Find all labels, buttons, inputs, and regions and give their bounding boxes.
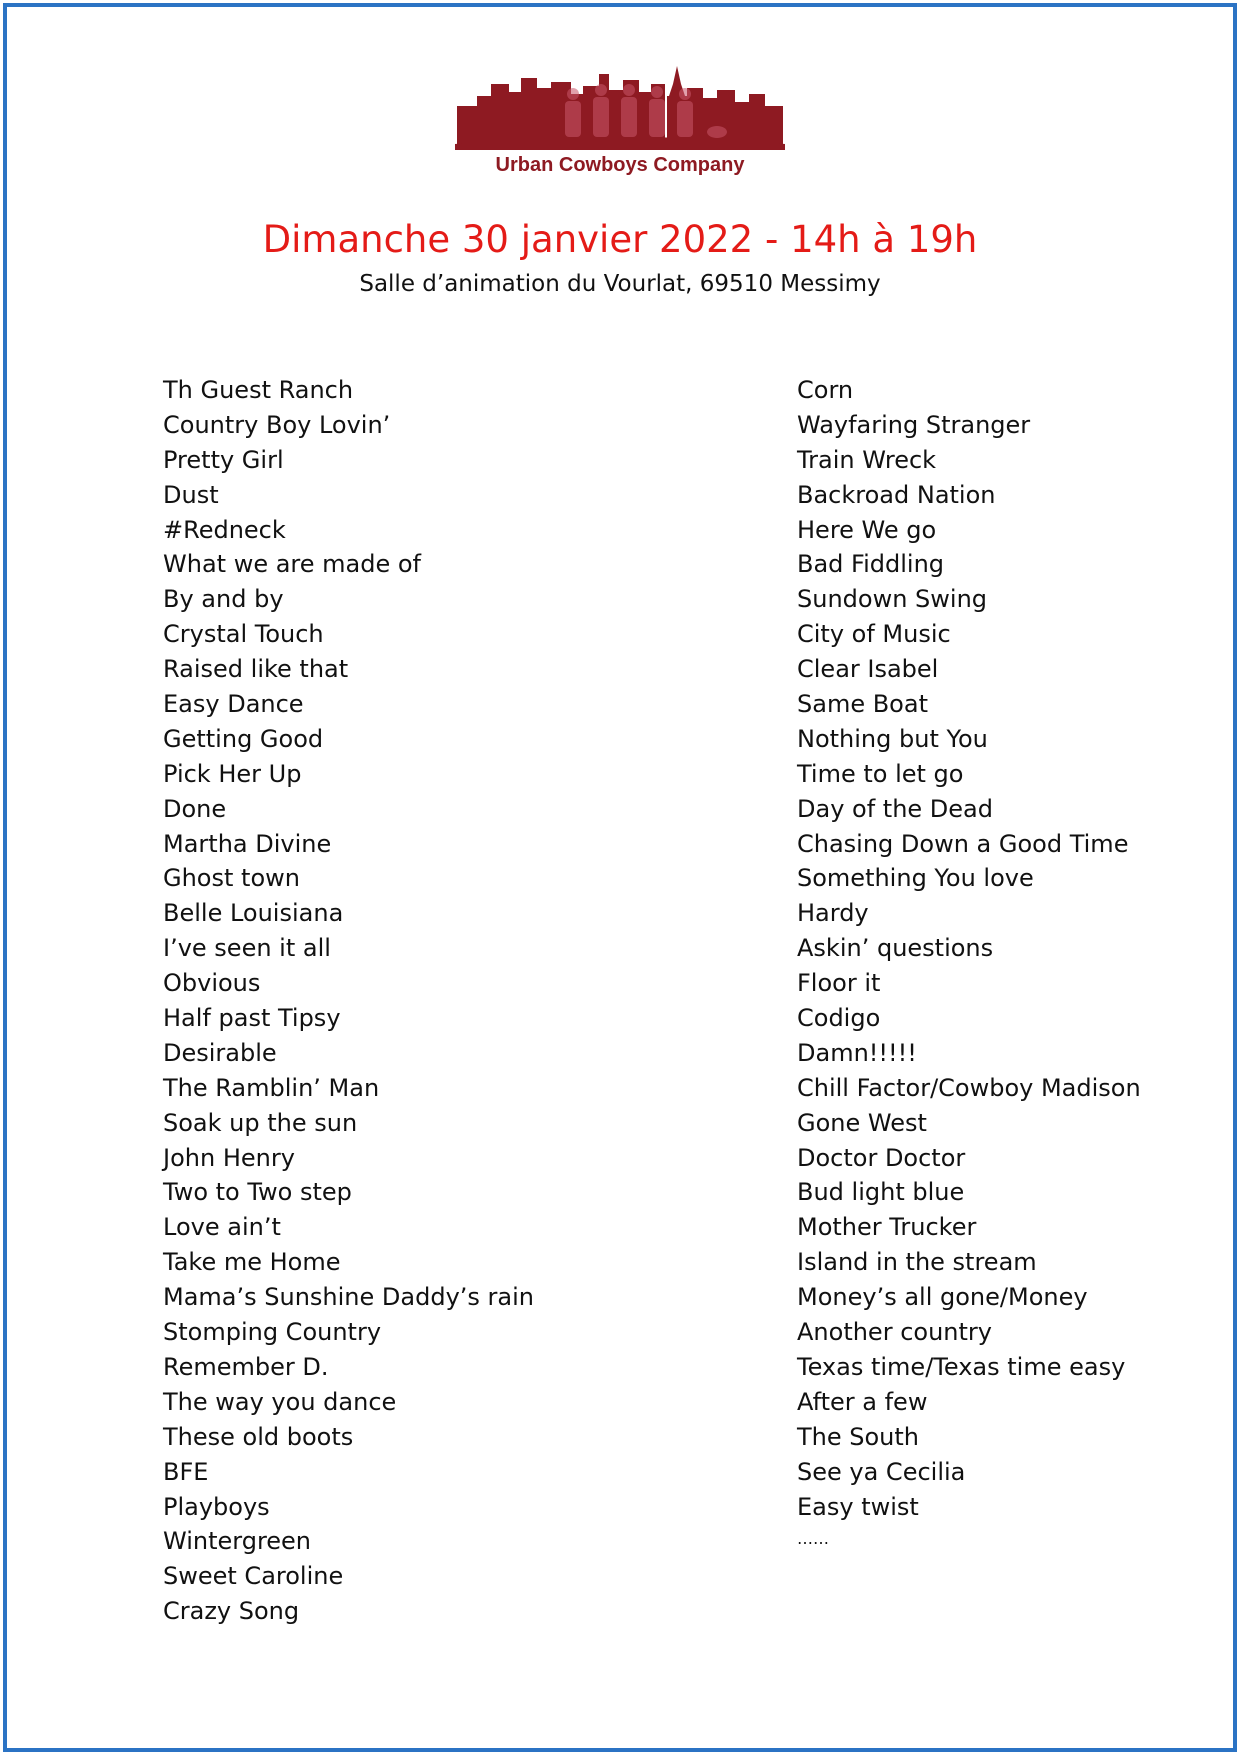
list-item: Wintergreen bbox=[163, 1527, 312, 1556]
list-item: Floor it bbox=[797, 969, 881, 998]
list-item: Sundown Swing bbox=[797, 585, 988, 614]
list-item: John Henry bbox=[163, 1143, 295, 1172]
list-item: Ghost town bbox=[163, 864, 300, 893]
list-item: Corn bbox=[797, 376, 854, 404]
list-item: Gone West bbox=[797, 1108, 927, 1137]
list-item: Remember D. bbox=[163, 1352, 329, 1381]
list-item: Chill Factor/Cowboy Madison bbox=[797, 1073, 1141, 1102]
skyline-cowboys-icon bbox=[455, 66, 785, 156]
list-item: Pretty Girl bbox=[163, 445, 284, 474]
list-item: See ya Cecilia bbox=[797, 1457, 966, 1486]
list-item: Pick Her Up bbox=[163, 759, 302, 788]
list-item: Easy twist bbox=[797, 1492, 919, 1521]
list-item: Time to let go bbox=[797, 759, 964, 788]
list-item: Playboys bbox=[163, 1492, 270, 1521]
list-item: Desirable bbox=[163, 1038, 277, 1067]
list-item: Chasing Down a Good Time bbox=[797, 829, 1129, 858]
list-item: Sweet Caroline bbox=[163, 1562, 344, 1591]
list-item: The Ramblin’ Man bbox=[163, 1073, 380, 1102]
list-item: Mother Trucker bbox=[797, 1213, 977, 1242]
song-list-left bbox=[163, 373, 723, 1629]
list-item: Same Boat bbox=[797, 690, 928, 719]
song-list-right bbox=[797, 373, 1207, 1559]
list-item: I’ve seen it all bbox=[163, 934, 331, 963]
list-item: These old boots bbox=[163, 1422, 354, 1451]
list-item: Askin’ questions bbox=[797, 934, 994, 963]
list-item: Hardy bbox=[797, 899, 869, 928]
list-item: Two to Two step bbox=[163, 1178, 352, 1207]
company-logo bbox=[455, 66, 785, 184]
list-item: Backroad Nation bbox=[797, 480, 996, 509]
list-item: Done bbox=[163, 794, 227, 823]
list-item: Texas time/Texas time easy bbox=[797, 1352, 1126, 1381]
list-item: Wayfaring Stranger bbox=[797, 410, 1031, 439]
list-item: The South bbox=[797, 1422, 920, 1451]
company-name: Urban Cowboys Company bbox=[495, 154, 745, 176]
list-item: Raised like that bbox=[163, 655, 349, 684]
list-item: Doctor Doctor bbox=[797, 1143, 966, 1172]
list-item: Train Wreck bbox=[797, 445, 937, 474]
list-item: Codigo bbox=[797, 1004, 881, 1033]
list-item: Obvious bbox=[163, 969, 261, 998]
list-item: Love ain’t bbox=[163, 1213, 281, 1242]
event-title: Dimanche 30 janvier 2022 - 14h à 19h bbox=[262, 218, 978, 261]
list-item: #Redneck bbox=[163, 515, 286, 544]
list-item: Clear Isabel bbox=[797, 655, 939, 684]
list-item: Martha Divine bbox=[163, 829, 332, 858]
list-item: Getting Good bbox=[163, 724, 324, 753]
list-item: Bud light blue bbox=[797, 1178, 965, 1207]
list-item: Soak up the sun bbox=[163, 1108, 358, 1137]
list-item: City of Music bbox=[797, 620, 951, 649]
list-item: The way you dance bbox=[163, 1387, 397, 1416]
event-venue: Salle d’animation du Vourlat, 69510 Messimy bbox=[359, 271, 881, 297]
list-item: Island in the stream bbox=[797, 1248, 1037, 1277]
list-item: Mama’s Sunshine Daddy’s rain bbox=[163, 1283, 534, 1312]
list-item: Easy Dance bbox=[163, 690, 304, 719]
list-item: What we are made of bbox=[163, 550, 421, 579]
list-item: BFE bbox=[163, 1457, 209, 1486]
list-item: Stomping Country bbox=[163, 1318, 382, 1347]
list-item: Damn!!!!! bbox=[797, 1038, 917, 1067]
list-item: By and by bbox=[163, 585, 284, 614]
list-item: Nothing but You bbox=[797, 724, 988, 753]
list-item: Here We go bbox=[797, 515, 937, 544]
list-item: Bad Fiddling bbox=[797, 550, 945, 579]
list-item: After a few bbox=[797, 1387, 928, 1416]
list-item: Half past Tipsy bbox=[163, 1004, 341, 1033]
list-item: Belle Louisiana bbox=[163, 899, 344, 928]
list-item: Crazy Song bbox=[163, 1597, 300, 1626]
list-item: Country Boy Lovin’ bbox=[163, 410, 391, 439]
list-item-ellipsis: …… bbox=[797, 1529, 829, 1549]
list-item: Another country bbox=[797, 1318, 992, 1347]
list-item: Day of the Dead bbox=[797, 794, 993, 823]
list-item: Crystal Touch bbox=[163, 620, 324, 649]
list-item: Money’s all gone/Money bbox=[797, 1283, 1088, 1312]
list-item: Dust bbox=[163, 480, 219, 509]
list-item: Th Guest Ranch bbox=[163, 376, 354, 404]
list-item: Something You love bbox=[797, 864, 1034, 893]
list-item: Take me Home bbox=[163, 1248, 341, 1277]
